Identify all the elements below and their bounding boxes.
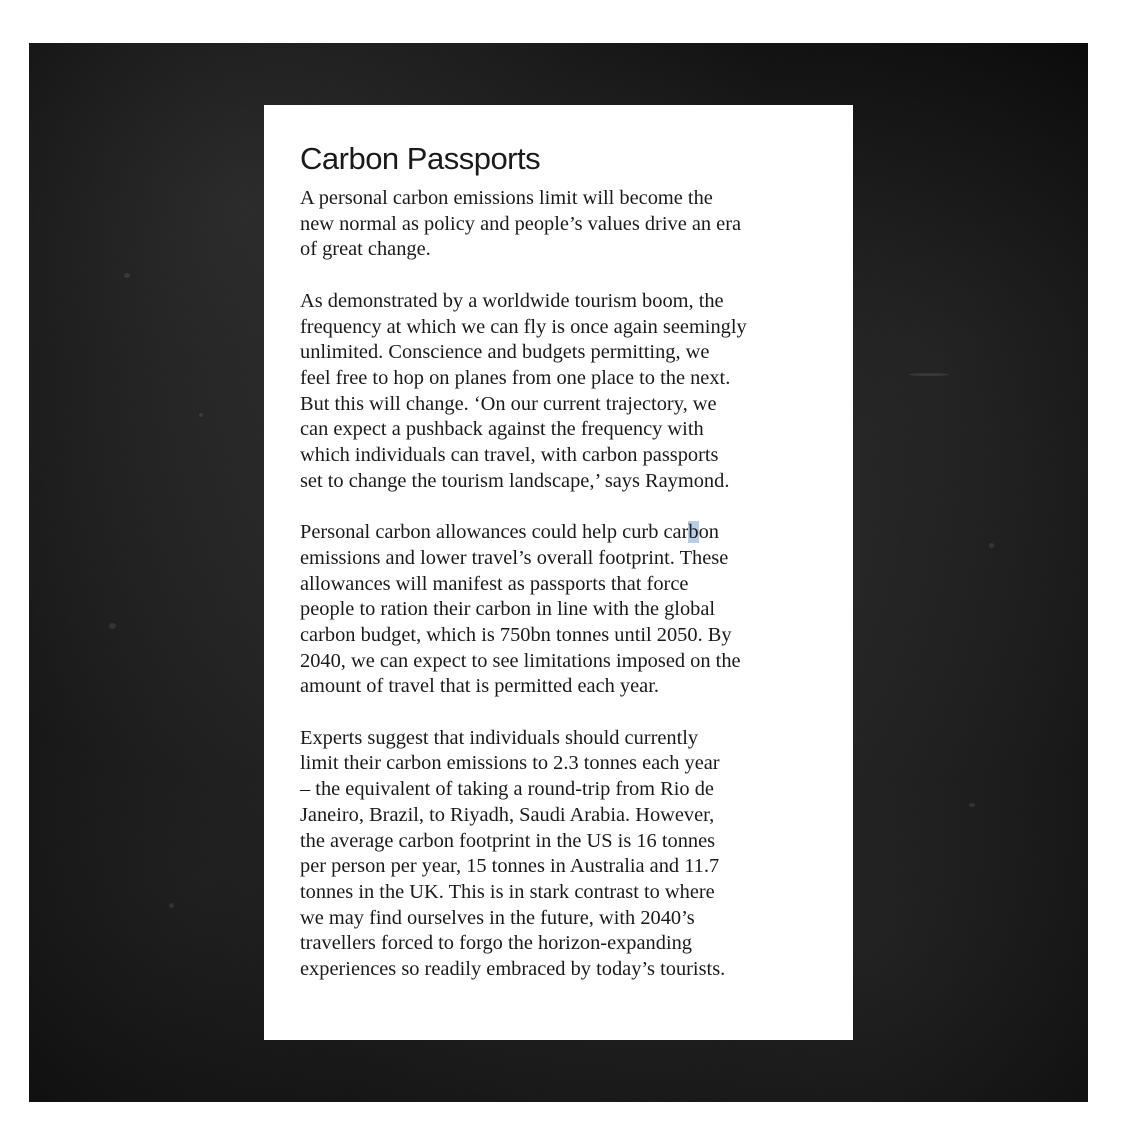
text-line: unlimited. Conscience and budgets permitting, we — [300, 341, 710, 364]
text-line-with-selection — [300, 520, 833, 546]
text-line: – the equivalent of taking a round-trip from Rio de — [300, 778, 714, 801]
article-paragraph — [300, 726, 833, 983]
text-line: limit their carbon emissions to 2.3 tonnes each year — [300, 752, 720, 775]
text-line: which individuals can travel, with carbon passports — [300, 444, 719, 467]
article-card — [264, 105, 853, 1040]
text-line: amount of travel that is permitted each year. — [300, 675, 659, 698]
text-line: As demonstrated by a worldwide tourism boom, the — [300, 289, 724, 312]
text-selection-highlight: b — [688, 521, 699, 544]
text-line: A personal carbon emissions limit will become the — [300, 187, 713, 209]
text-line: frequency at which we can fly is once again seemingly — [300, 315, 747, 338]
text-line: new normal as policy and people’s values drive an era — [300, 212, 742, 235]
text-line: people to ration their carbon in line with the global — [300, 598, 716, 621]
textured-dark-background — [29, 43, 1088, 1102]
text-line: of great change. — [300, 238, 431, 261]
article-paragraph — [300, 520, 833, 700]
text-line: But this will change. ‘On our current trajectory, we — [300, 392, 717, 415]
text-line: per person per year, 15 tonnes in Australia and 11.7 — [300, 855, 720, 878]
text-fragment: Personal carbon allowances could help curb car — [300, 521, 689, 544]
text-line: travellers forced to forgo the horizon-expanding — [300, 932, 693, 955]
text-line: the average carbon footprint in the US is 16 tonnes — [300, 829, 716, 852]
text-line: carbon budget, which is 750bn tonnes until 2050. By — [300, 623, 732, 646]
text-line: 2040, we can expect to see limitations imposed on the — [300, 649, 741, 672]
text-line: tonnes in the UK. This is in stark contrast to where — [300, 880, 715, 903]
text-line: experiences so readily embraced by today’s tourists. — [300, 958, 726, 981]
text-line: we may find ourselves in the future, with 2040’s — [300, 906, 695, 929]
article-title: Carbon Passports — [300, 141, 541, 176]
text-line: Janeiro, Brazil, to Riyadh, Saudi Arabia. However, — [300, 803, 715, 826]
text-line: allowances will manifest as passports that force — [300, 572, 689, 595]
article-paragraph — [300, 289, 833, 495]
text-line: set to change the tourism landscape,’ says Raymond. — [300, 469, 730, 492]
text-line: emissions and lower travel’s overall footprint. These — [300, 546, 729, 569]
text-line: can expect a pushback against the frequency with — [300, 418, 704, 441]
article-paragraph — [300, 186, 833, 263]
text-line: feel free to hop on planes from one place to the next. — [300, 366, 731, 389]
text-fragment: on — [698, 521, 719, 544]
text-line: Experts suggest that individuals should currently — [300, 726, 699, 749]
